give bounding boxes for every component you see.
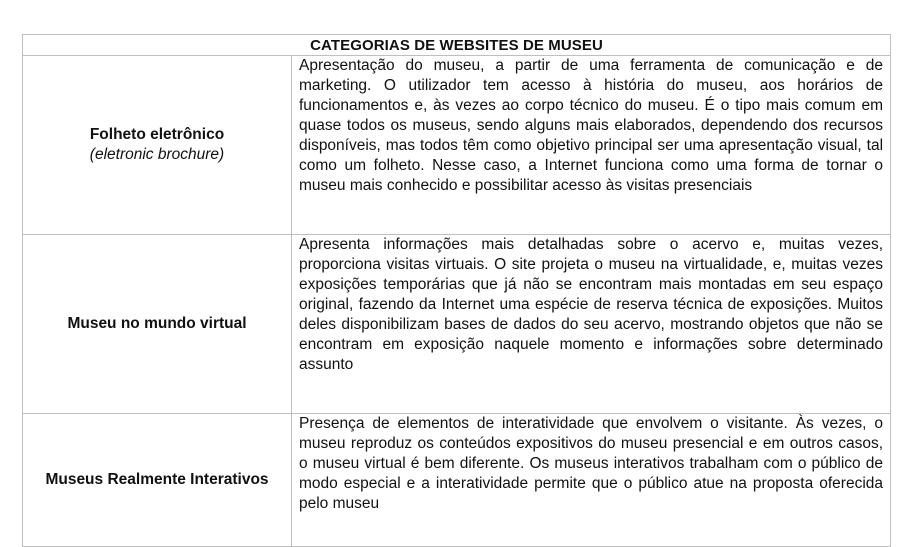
category-cell <box>23 235 292 414</box>
table-row <box>23 414 891 547</box>
categories-table <box>22 34 891 547</box>
table-row <box>23 56 891 235</box>
category-name: Museus Realmente Interativos <box>45 471 269 488</box>
table-title: CATEGORIAS DE WEBSITES DE MUSEU <box>23 35 891 56</box>
description-cell: Apresentação do museu, a partir de uma ferramenta de comunicação e de marketing. O utilizador tem acesso à história do museu, aos horários de funcionamentos e, às vezes ao corpo técnico do museu. É o tipo mais comum em quase todos os museus, sendo alguns mais elaborados, dependendo dos recursos disponíveis, mas todos têm como objetivo principal ser uma apresentação visual, tal como um folheto. Nesse caso, a Internet funciona como uma forma de tornar o museu mais conhecido e possibilitar acesso às visitas presenciais <box>292 56 891 235</box>
category-cell <box>23 414 292 547</box>
table-row <box>23 235 891 414</box>
category-name: Folheto eletrônico <box>89 126 225 143</box>
category-name: Museu no mundo virtual <box>67 315 247 332</box>
category-subtitle: (eletronic brochure) <box>89 146 225 163</box>
description-cell: Presença de elementos de interatividade que envolvem o visitante. Às vezes, o museu reproduz os conteúdos expositivos do museu presencial e em outros casos, o museu virtual é bem diferente. Os museus interativos trabalham com o público de modo especial e a interatividade permite que o público atue na proposta oferecida pelo museu <box>292 414 891 547</box>
table-header-row <box>23 35 891 56</box>
museum-website-categories-table <box>22 34 890 547</box>
description-cell: Apresenta informações mais detalhadas sobre o acervo e, muitas vezes, proporciona visitas virtuais. O site projeta o museu na virtualidade, e, muitas vezes exposições temporárias que já não se encontram mais montadas em seu espaço original, fazendo da Internet uma espécie de reserva técnica de exposições. Muitos deles disponibilizam bases de dados do seu acervo, mostrando objetos que não se encontram em exposição naquele momento e informações sobre determinado assunto <box>292 235 891 414</box>
category-cell <box>23 56 292 235</box>
